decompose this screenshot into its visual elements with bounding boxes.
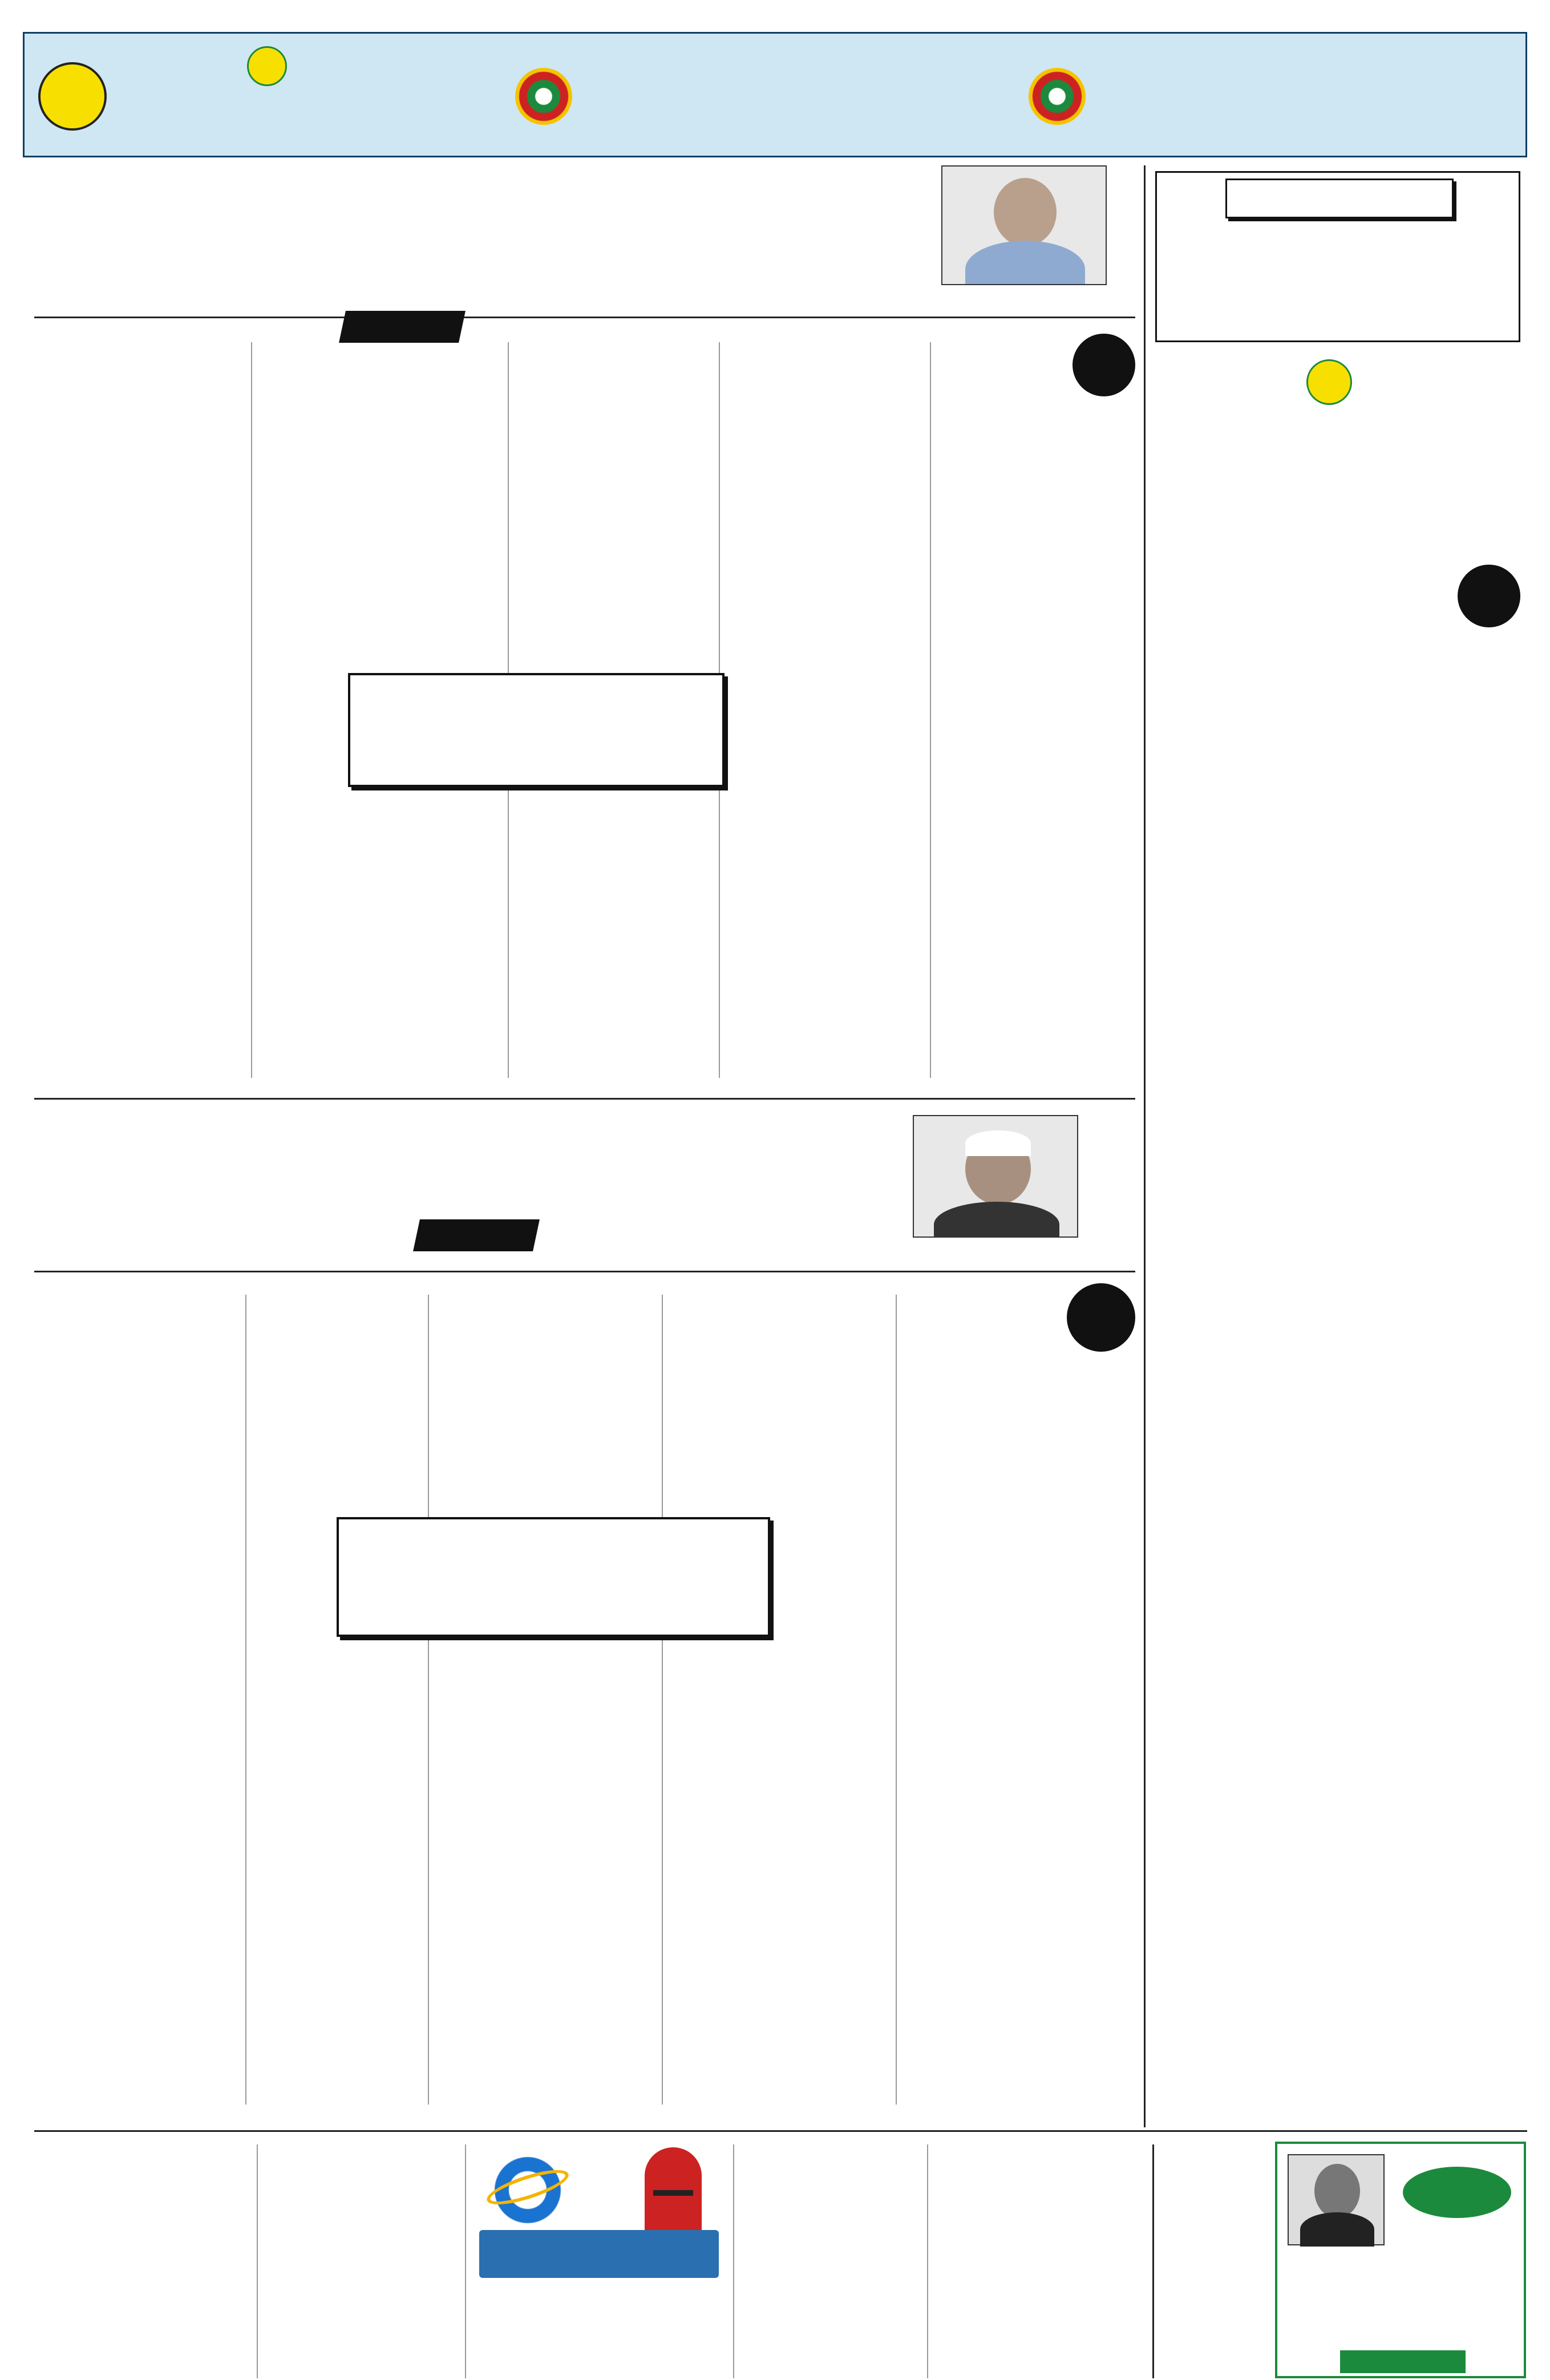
newspaper-logo: [156, 46, 475, 149]
poet-name: [1340, 2350, 1466, 2373]
aaina-divider: [1152, 2144, 1154, 2378]
article2-col-2: [667, 1300, 890, 2105]
mailbox-slot: [653, 2190, 693, 2196]
article2-pullquote: [337, 1517, 770, 1637]
letter-2-col-1: [262, 2150, 468, 2378]
article1-col-5: [34, 348, 245, 1072]
ie-logo: [485, 2150, 570, 2230]
poet-photo: [1288, 2154, 1385, 2245]
author-photo-hanif: [941, 165, 1107, 285]
divider: [662, 1295, 663, 2105]
poet-head: [1314, 2164, 1360, 2218]
page-number: [38, 62, 107, 131]
divider: [257, 2144, 258, 2378]
mailbox-icon: [639, 2147, 707, 2233]
urdu-page-title: [1126, 51, 1513, 142]
divider: [465, 2144, 466, 2378]
divider: [896, 1295, 897, 2105]
logo-badge-1: [247, 46, 287, 86]
article1-col-2: [725, 348, 924, 1072]
aaina-box: [1275, 2142, 1526, 2378]
article2-headline: [148, 1124, 839, 1232]
article2-col-5: [34, 1300, 240, 2105]
article2-author: [861, 1243, 1130, 1268]
poet-body: [1300, 2212, 1374, 2247]
letter-1-col-2: [736, 2150, 924, 2378]
aaina-title: [1403, 2167, 1511, 2218]
letter-2-col-2: [34, 2150, 251, 2321]
divider: [428, 1295, 429, 2105]
logo-date: [156, 126, 475, 149]
article2-top-rule: [34, 1271, 1135, 1272]
article2-col-3: [434, 1300, 656, 2105]
sidebar-logo: [1209, 359, 1466, 485]
author-head: [994, 178, 1057, 246]
article-separator: [34, 1098, 1135, 1100]
mailbox-body: [645, 2179, 702, 2233]
logo-urdu: [156, 82, 475, 127]
article1-headline: [74, 183, 907, 297]
letters-banner: [479, 2230, 719, 2278]
author-hair: [965, 1130, 1031, 1156]
quotes-title: [1225, 179, 1454, 218]
author-photo-khalid: [913, 1115, 1078, 1238]
author-body: [934, 1202, 1059, 1238]
article1-author: [930, 289, 1118, 314]
sidebar-divider: [1144, 165, 1146, 2127]
letter-heading-2: [468, 2304, 730, 2336]
article1-top-rule: [34, 317, 1135, 318]
article1-col-1: [936, 348, 1135, 1072]
quotes-box: [1155, 171, 1520, 342]
sidebar-logo-urdu: [1209, 405, 1466, 451]
sidebar-headline: [1155, 490, 1520, 559]
author-body: [965, 241, 1085, 285]
letter-1-col-1: [930, 2179, 1141, 2378]
divider: [251, 342, 252, 1078]
divider: [927, 2144, 928, 2378]
article-separator: [34, 2130, 1527, 2132]
article1-column-tag: [339, 311, 466, 343]
flower-emblem-left: [515, 68, 572, 125]
mailbox-top: [645, 2147, 702, 2182]
article2-column-tag: [413, 1219, 540, 1251]
letter-heading-1: [947, 2142, 1141, 2176]
article2-col-1: [901, 1300, 1135, 2105]
sidebar-col: [1155, 565, 1520, 2053]
article1-pullquote: [348, 673, 725, 787]
logo-badge-sidebar: [1306, 359, 1352, 405]
sidebar-english-quote: [1155, 1420, 1520, 1471]
flower-emblem-right: [1029, 68, 1086, 125]
divider: [930, 342, 931, 1078]
divider: [245, 1295, 246, 2105]
letter-1-col-0: [1158, 2150, 1269, 2378]
masthead: [23, 32, 1527, 157]
article2-col-4: [251, 1300, 422, 2105]
divider: [733, 2144, 734, 2378]
